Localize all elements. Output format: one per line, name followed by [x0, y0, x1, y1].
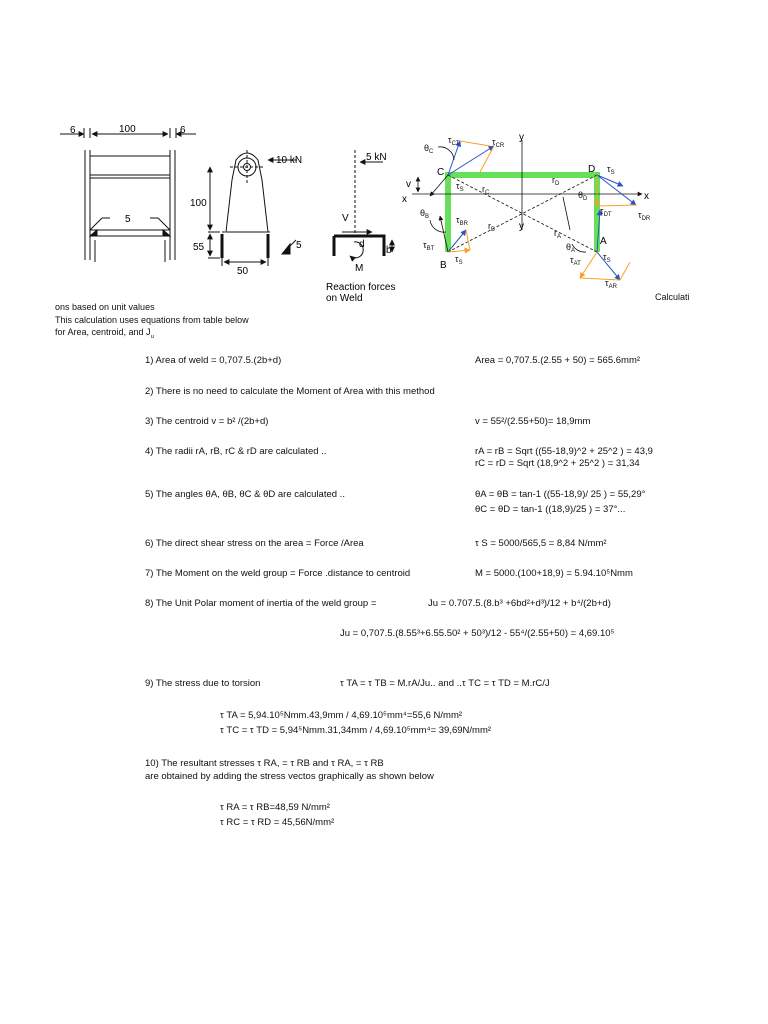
- step-1-right: Area = 0,707.5.(2.55 + 50) = 565.6mm²: [475, 355, 641, 366]
- svg-text:τS: $\tau_S$: [456, 181, 464, 193]
- step-5-left: 5) The angles θA, θB, θC & θD are calculated ..: [145, 489, 345, 500]
- point-d: D: [588, 164, 596, 175]
- svg-text:θB: $\theta_B$: [420, 208, 430, 220]
- step-9-right: τ TA = τ TB = M.rA/Ju.. and ..τ TC = τ TD = M.rC/J: [340, 678, 550, 689]
- plate-pad-left: 6: [70, 125, 76, 136]
- step-9-line-3: τ TC = τ TD = 5,94⁵Nmm.31,34mm / 4,69.10⁵mm⁴= 39,69N/mm²: [220, 725, 492, 736]
- step-8-line-2: Ju = 0,707.5.(8.55³+6.55.50² + 50³)/12 - 55⁴/(2.55+50) = 4,69.10⁵: [340, 628, 615, 639]
- step-1-left: 1) Area of weld = 0,707.5.(2b+d): [145, 355, 282, 366]
- stress-labels: [420, 135, 651, 290]
- reaction-m: M: [355, 263, 364, 274]
- step-10-line-4: τ RC = τ RD = 45,56N/mm²: [220, 817, 335, 828]
- bracket-view: [208, 150, 297, 266]
- point-b: B: [440, 260, 447, 271]
- step-5-right-2: θC = θD = tan-1 ((18,9)/25 ) = 37°...: [475, 504, 626, 515]
- step-7-left: 7) The Moment on the weld group = Force .distance to centroid: [145, 568, 411, 579]
- step-10-line-2: are obtained by adding the stress vectos graphically as shown below: [145, 771, 434, 782]
- step-5-right-1: θA = θB = tan-1 ((55-18,9)/ 25 ) = 55,29°: [475, 489, 646, 500]
- svg-text:rD: $r_D$: [552, 175, 560, 187]
- plate-pad-right: 6: [180, 125, 186, 136]
- step-4-right-2: rC = rD = Sqrt (18,9^2 + 25^2 ) = 31,34: [475, 458, 640, 469]
- bracket-force: 10 kN: [276, 155, 303, 166]
- intro-heading-right: Calculati: [655, 292, 690, 302]
- point-c: C: [437, 167, 445, 178]
- point-a: A: [600, 236, 607, 247]
- axis-y-bottom: y: [519, 221, 524, 232]
- bracket-height: 100: [190, 198, 207, 209]
- step-4-left: 4) The radii rA, rB, rC & rD are calculated ..: [145, 446, 327, 457]
- figure-strip: [0, 0, 768, 310]
- step-9-left: 9) The stress due to torsion: [145, 678, 261, 689]
- step-10-line-1: 10) The resultant stresses τ RA, = τ RB and τ RA, = τ RB: [145, 758, 384, 769]
- svg-text:τDT: $\tau_{DT}$: [600, 206, 612, 218]
- svg-text:rA: $r_A$: [554, 228, 562, 240]
- step-4-right-1: rA = rB = Sqrt ((55-18,9)^2 + 25^2 ) = 43,9: [475, 446, 653, 457]
- svg-text:τS: $\tau_S$: [455, 254, 463, 266]
- step-6-left: 6) The direct shear stress on the area = Force /Area: [145, 538, 364, 549]
- axis-y-top: y: [519, 132, 524, 143]
- reaction-force: 5 kN: [366, 152, 387, 163]
- axis-x-left: x: [402, 194, 407, 205]
- step-8-left: 8) The Unit Polar moment of inertia of the weld group =: [145, 598, 377, 609]
- bracket-weld-len: 55: [193, 242, 205, 253]
- reaction-caption-1: Reaction forces: [326, 282, 396, 293]
- step-10-line-3: τ RA = τ RB=48,59 N/mm²: [220, 802, 330, 813]
- intro-line-3-sub: u: [150, 333, 154, 340]
- step-8-right: Ju = 0.707.5.(8.b³ +6bd²+d³)/12 + b⁴/(2b+d): [428, 598, 611, 609]
- intro-line-3: [55, 327, 154, 340]
- svg-text:θD: $\theta_D$: [578, 190, 588, 202]
- step-6-right: τ S = 5000/565,5 = 8,84 N/mm²: [475, 538, 607, 549]
- svg-text:τAT: $\tau_{AT}$: [570, 255, 581, 267]
- svg-text:τCR: $\tau_{CR}$: [492, 137, 505, 149]
- plate-weld-size: 5: [125, 214, 131, 225]
- svg-text:θC: $\theta_C$: [424, 143, 434, 155]
- label-v: v: [406, 179, 411, 190]
- plate-view: [60, 128, 196, 262]
- intro-line-2: This calculation uses equations from table below: [55, 315, 249, 325]
- reaction-d: d: [359, 239, 365, 250]
- bracket-width: 50: [237, 266, 249, 277]
- step-2-left: 2) There is no need to calculate the Moment of Area with this method: [145, 386, 435, 397]
- reaction-b: b: [386, 245, 392, 256]
- svg-text:τS: $\tau_S$: [603, 252, 611, 264]
- svg-text:rB: $r_B$: [488, 221, 496, 233]
- step-3-left: 3) The centroid v = b² /(2b+d): [145, 416, 269, 427]
- step-9-line-2: τ TA = 5,94.10⁵Nmm.43,9mm / 4,69.10⁵mm⁴=55,6 N/mm²: [220, 710, 463, 721]
- svg-text:rC: $r_C$: [482, 184, 490, 196]
- reaction-caption-2: on Weld: [326, 293, 363, 304]
- bracket-weld-size: 5: [296, 240, 302, 251]
- intro-line-3-text: for Area, centroid, and J: [55, 327, 151, 337]
- axis-x-right: x: [644, 191, 649, 202]
- plate-width: 100: [119, 124, 136, 135]
- step-7-right: M = 5000.(100+18,9) = 5.94.10⁵Nmm: [475, 568, 633, 579]
- intro-heading-left: ons based on unit values: [55, 302, 155, 312]
- svg-text:τDR: $\tau_{DR}$: [638, 210, 651, 222]
- svg-text:τBT: $\tau_{BT}$: [423, 240, 435, 252]
- svg-text:τBR: $\tau_{BR}$: [456, 215, 468, 227]
- svg-text:τS: $\tau_S$: [607, 164, 615, 176]
- step-3-right: v = 55²/(2.55+50)= 18,9mm: [475, 416, 591, 427]
- engineering-figure: [0, 0, 768, 310]
- svg-text:τCT: $\tau_{CT}$: [448, 135, 460, 147]
- svg-text:τAR: $\tau_{AR}$: [605, 278, 617, 290]
- reaction-v: V: [342, 213, 349, 224]
- svg-text:θA: $\theta_A$: [566, 242, 576, 254]
